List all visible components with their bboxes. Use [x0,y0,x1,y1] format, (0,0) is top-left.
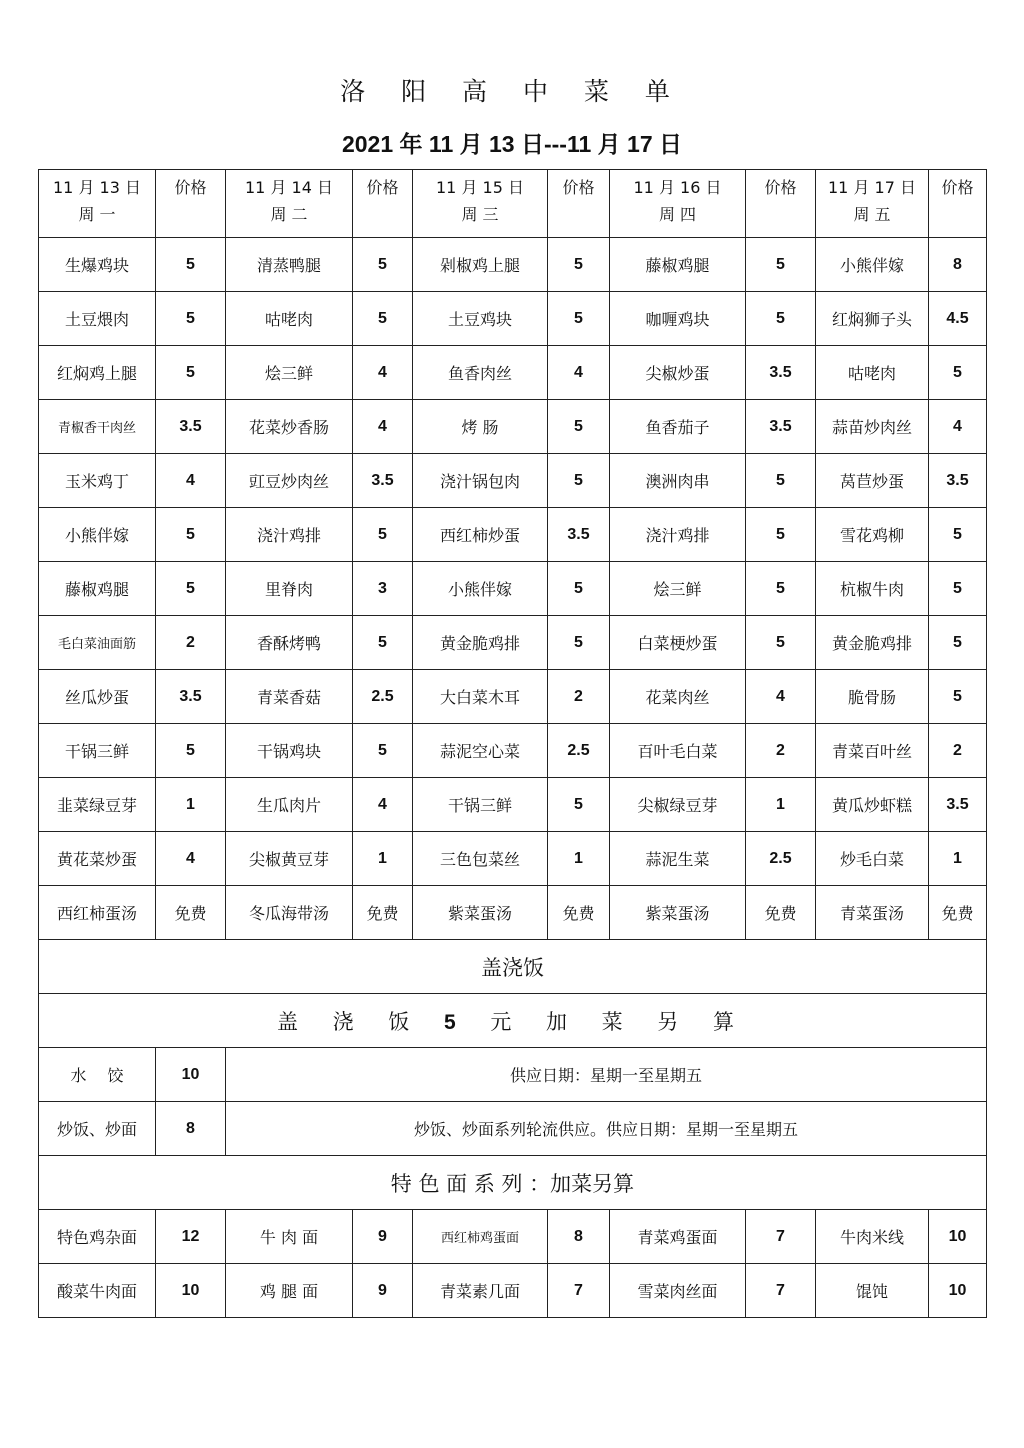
noodle-dish-name: 鸡 腿 面 [226,1264,353,1318]
menu-dish-name: 黄花菜炒蛋 [39,832,156,886]
menu-dish-name: 红焖鸡上腿 [39,346,156,400]
menu-dish-name: 小熊伴嫁 [39,508,156,562]
noodle-dish-price: 7 [548,1264,610,1318]
menu-dish-price: 2.5 [548,724,610,778]
menu-dish-name: 青菜蛋汤 [816,886,929,940]
noodle-dish-name: 牛 肉 面 [226,1210,353,1264]
header-row [39,170,987,238]
menu-dish-name: 尖椒黄豆芽 [226,832,353,886]
menu-dish-price: 3.5 [929,454,987,508]
price-header: 价格 [353,170,413,238]
noodle-dish-price: 9 [353,1264,413,1318]
menu-dish-name: 三色包菜丝 [413,832,548,886]
day-weekday: 周 二 [270,205,308,224]
gaifan-price: 5 [443,1010,470,1034]
menu-dish-price: 1 [929,832,987,886]
menu-dish-name: 小熊伴嫁 [413,562,548,616]
menu-row [39,832,987,886]
noodle-dish-price: 7 [746,1264,816,1318]
menu-dish-price: 4 [353,400,413,454]
menu-dish-price: 免费 [746,886,816,940]
menu-dish-name: 百叶毛白菜 [610,724,746,778]
day-header-mon [39,170,156,238]
menu-dish-name: 西红柿蛋汤 [39,886,156,940]
menu-dish-name: 浇汁鸡排 [226,508,353,562]
noodle-title: 特 色 面 系 列 ：加菜另算 [39,1156,987,1210]
menu-dish-name: 玉米鸡丁 [39,454,156,508]
menu-dish-price: 3 [353,562,413,616]
menu-dish-name: 土豆鸡块 [413,292,548,346]
day-date: 11 月 17 日 [828,178,916,197]
menu-dish-price: 5 [156,508,226,562]
menu-dish-price: 5 [156,238,226,292]
extra-row-dumpling [39,1048,987,1102]
day-date: 11 月 15 日 [436,178,524,197]
menu-row [39,454,987,508]
menu-dish-name: 咕咾肉 [226,292,353,346]
menu-dish-price: 5 [746,508,816,562]
gaifan-title: 盖浇饭 [39,940,987,994]
menu-dish-price: 5 [548,292,610,346]
menu-dish-price: 5 [353,292,413,346]
extra-note: 供应日期：星期一至星期五 [226,1048,987,1102]
menu-dish-price: 2 [548,670,610,724]
noodle-dish-name: 青菜鸡蛋面 [610,1210,746,1264]
menu-dish-price: 5 [353,616,413,670]
menu-dish-price: 2 [929,724,987,778]
menu-dish-name: 豇豆炒肉丝 [226,454,353,508]
menu-dish-price: 2 [156,616,226,670]
menu-dish-price: 5 [156,292,226,346]
menu-dish-price: 5 [548,616,610,670]
noodle-dish-name: 酸菜牛肉面 [39,1264,156,1318]
menu-dish-price: 5 [746,292,816,346]
menu-dish-price: 1 [548,832,610,886]
menu-dish-name: 红焖狮子头 [816,292,929,346]
menu-dish-name: 蒜苗炒肉丝 [816,400,929,454]
menu-table [38,169,987,1318]
menu-dish-name: 小熊伴嫁 [816,238,929,292]
menu-dish-price: 5 [548,778,610,832]
menu-dish-price: 5 [353,238,413,292]
menu-dish-price: 5 [548,400,610,454]
menu-row [39,508,987,562]
noodle-dish-name: 牛肉米线 [816,1210,929,1264]
menu-dish-name: 脆骨肠 [816,670,929,724]
menu-dish-name: 黄瓜炒虾糕 [816,778,929,832]
menu-dish-price: 5 [929,508,987,562]
menu-dish-price: 3.5 [156,400,226,454]
menu-dish-price: 8 [929,238,987,292]
menu-dish-name: 里脊肉 [226,562,353,616]
menu-dish-price: 3.5 [548,508,610,562]
menu-dish-price: 2 [746,724,816,778]
menu-dish-price: 5 [929,670,987,724]
menu-dish-price: 4 [548,346,610,400]
menu-dish-name: 花菜肉丝 [610,670,746,724]
menu-dish-price: 3.5 [929,778,987,832]
noodle-title-row [39,1156,987,1210]
menu-dish-price: 5 [548,238,610,292]
noodle-dish-price: 9 [353,1210,413,1264]
menu-dish-name: 干锅三鲜 [413,778,548,832]
menu-dish-name: 白菜梗炒蛋 [610,616,746,670]
menu-dish-price: 5 [353,508,413,562]
noodle-dish-name: 西红柿鸡蛋面 [413,1210,548,1264]
menu-dish-price: 3.5 [746,346,816,400]
price-header: 价格 [746,170,816,238]
menu-row [39,292,987,346]
day-header-tue [226,170,353,238]
menu-dish-name: 冬瓜海带汤 [226,886,353,940]
day-weekday: 周 一 [78,205,116,224]
extra-price: 10 [156,1048,226,1102]
menu-row [39,562,987,616]
menu-dish-name: 剁椒鸡上腿 [413,238,548,292]
menu-dish-name: 蒜泥生菜 [610,832,746,886]
menu-dish-price: 5 [929,346,987,400]
menu-dish-price: 5 [746,616,816,670]
noodle-dish-name: 雪菜肉丝面 [610,1264,746,1318]
date-range: 2021 年 11 月 13 日---11 月 17 日 [341,131,683,157]
menu-dish-price: 1 [156,778,226,832]
day-weekday: 周 四 [658,205,697,224]
menu-dish-name: 炒毛白菜 [816,832,929,886]
menu-dish-name: 生瓜肉片 [226,778,353,832]
menu-dish-name: 紫菜蛋汤 [610,886,746,940]
menu-dish-price: 免费 [929,886,987,940]
menu-dish-price: 2.5 [746,832,816,886]
menu-dish-name: 浇汁锅包肉 [413,454,548,508]
extra-name: 炒饭、炒面 [39,1102,156,1156]
menu-dish-name: 紫菜蛋汤 [413,886,548,940]
menu-dish-name: 杭椒牛肉 [816,562,929,616]
menu-dish-name: 雪花鸡柳 [816,508,929,562]
menu-dish-price: 5 [929,616,987,670]
menu-dish-name: 蒜泥空心菜 [413,724,548,778]
price-header: 价格 [156,170,226,238]
menu-dish-price: 5 [156,724,226,778]
noodle-dish-price: 10 [929,1264,987,1318]
menu-dish-name: 大白菜木耳 [413,670,548,724]
noodle-dish-name: 馄饨 [816,1264,929,1318]
noodle-dish-price: 12 [156,1210,226,1264]
menu-row [39,670,987,724]
menu-dish-name: 尖椒绿豆芽 [610,778,746,832]
extra-name: 水 饺 [39,1048,156,1102]
menu-dish-name: 咖喱鸡块 [610,292,746,346]
menu-dish-price: 5 [746,562,816,616]
gaifan-title-row [39,940,987,994]
menu-dish-name: 花菜炒香肠 [226,400,353,454]
menu-dish-price: 1 [353,832,413,886]
menu-dish-price: 免费 [353,886,413,940]
day-weekday: 周 五 [853,205,891,224]
menu-dish-name: 烤 肠 [413,400,548,454]
menu-row [39,238,987,292]
menu-dish-name: 烩三鲜 [610,562,746,616]
menu-dish-price: 2.5 [353,670,413,724]
noodle-dish-price: 10 [156,1264,226,1318]
menu-row [39,400,987,454]
menu-dish-name: 咕咾肉 [816,346,929,400]
menu-dish-name: 烩三鲜 [226,346,353,400]
menu-dish-price: 4 [746,670,816,724]
menu-dish-name: 韭菜绿豆芽 [39,778,156,832]
menu-dish-name: 莴苣炒蛋 [816,454,929,508]
menu-dish-name: 土豆煨肉 [39,292,156,346]
day-date: 11 月 16 日 [633,178,722,197]
menu-row [39,616,987,670]
menu-dish-price: 5 [156,562,226,616]
gaifan-note-post: 元 加 菜 另 算 [469,1009,749,1034]
menu-dish-name: 毛白菜油面筋 [39,616,156,670]
menu-dish-name: 丝瓜炒蛋 [39,670,156,724]
menu-dish-price: 4 [353,346,413,400]
menu-dish-name: 鱼香肉丝 [413,346,548,400]
menu-dish-name: 香酥烤鸭 [226,616,353,670]
menu-dish-price: 1 [746,778,816,832]
noodle-row [39,1264,987,1318]
noodle-dish-price: 7 [746,1210,816,1264]
gaifan-note-pre: 盖 浇 饭 [276,1009,444,1034]
menu-dish-price: 4.5 [929,292,987,346]
menu-dish-name: 尖椒炒蛋 [610,346,746,400]
menu-dish-price: 免费 [548,886,610,940]
menu-dish-name: 藤椒鸡腿 [39,562,156,616]
menu-dish-price: 5 [156,346,226,400]
menu-row [39,886,987,940]
menu-dish-name: 清蒸鸭腿 [226,238,353,292]
menu-dish-name: 青菜百叶丝 [816,724,929,778]
extra-price: 8 [156,1102,226,1156]
menu-dish-price: 5 [548,454,610,508]
noodle-row [39,1210,987,1264]
price-header: 价格 [929,170,987,238]
menu-dish-price: 4 [156,832,226,886]
page-title: 洛 阳 高 中 菜 单 [340,77,684,106]
day-weekday: 周 三 [461,205,499,224]
menu-dish-name: 青菜香菇 [226,670,353,724]
price-header: 价格 [548,170,610,238]
menu-dish-price: 3.5 [746,400,816,454]
menu-dish-name: 干锅三鲜 [39,724,156,778]
menu-dish-name: 青椒香干肉丝 [39,400,156,454]
menu-dish-price: 4 [353,778,413,832]
menu-dish-price: 5 [929,562,987,616]
menu-dish-name: 澳洲肉串 [610,454,746,508]
menu-dish-price: 4 [929,400,987,454]
menu-dish-name: 黄金脆鸡排 [816,616,929,670]
menu-dish-price: 5 [353,724,413,778]
noodle-dish-price: 8 [548,1210,610,1264]
gaifan-note [39,994,987,1048]
menu-dish-name: 藤椒鸡腿 [610,238,746,292]
menu-dish-price: 4 [156,454,226,508]
menu-dish-price: 免费 [156,886,226,940]
menu-row [39,724,987,778]
menu-dish-name: 黄金脆鸡排 [413,616,548,670]
noodle-dish-price: 10 [929,1210,987,1264]
menu-dish-price: 5 [746,238,816,292]
menu-dish-name: 生爆鸡块 [39,238,156,292]
day-date: 11 月 14 日 [245,178,333,197]
gaifan-note-row [39,994,987,1048]
day-header-wed [413,170,548,238]
menu-dish-name: 鱼香茄子 [610,400,746,454]
menu-row [39,346,987,400]
menu-dish-price: 5 [746,454,816,508]
noodle-dish-name: 特色鸡杂面 [39,1210,156,1264]
menu-row [39,778,987,832]
extra-note: 炒饭、炒面系列轮流供应。供应日期：星期一至星期五 [226,1102,987,1156]
day-header-fri [816,170,929,238]
menu-dish-price: 3.5 [353,454,413,508]
menu-dish-name: 西红柿炒蛋 [413,508,548,562]
menu-dish-price: 5 [548,562,610,616]
extra-row-friedrice [39,1102,987,1156]
day-header-thu [610,170,746,238]
menu-dish-price: 3.5 [156,670,226,724]
menu-dish-name: 浇汁鸡排 [610,508,746,562]
day-date: 11 月 13 日 [53,178,141,197]
noodle-dish-name: 青菜素几面 [413,1264,548,1318]
menu-dish-name: 干锅鸡块 [226,724,353,778]
